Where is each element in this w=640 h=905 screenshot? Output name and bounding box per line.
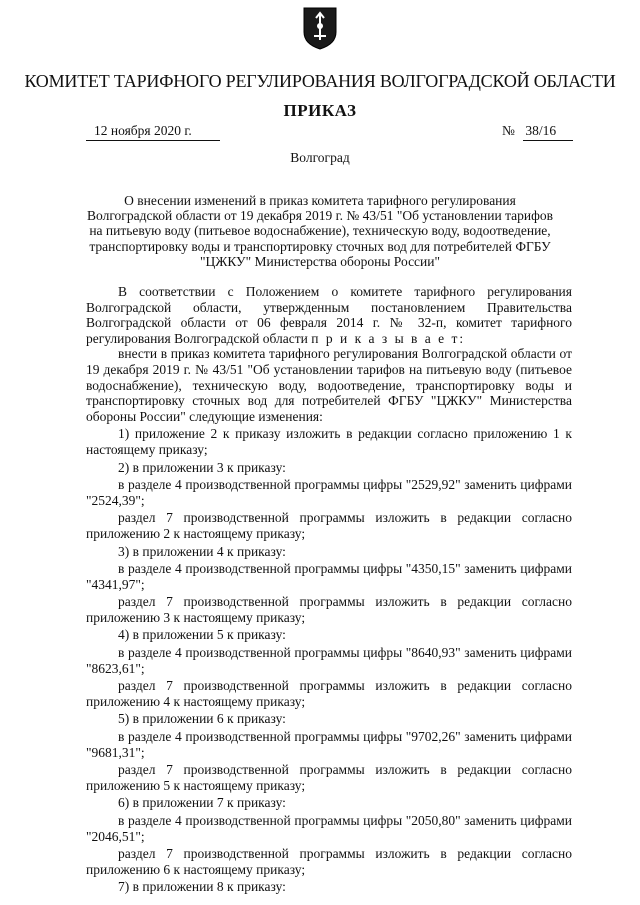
- list-item: раздел 7 производственной программы изложить в редакции согласно приложению 4 к настоящему приказу;: [86, 678, 572, 709]
- number-sign: №: [502, 123, 515, 138]
- list-item: 1) приложение 2 к приказу изложить в редакции согласно приложению 1 к настоящему приказу;: [86, 426, 572, 457]
- list-item: в разделе 4 производственной программы цифры "2050,80" заменить цифрами "2046,51";: [86, 813, 572, 844]
- preamble-text: В соответствии с Положением о комитете тарифного регулирования Волгоградской области, утвержденным постановлением Правительства Волгоградской области от 06 февраля 2014 г. № 32-п, комитет тарифного регулирования Волгоградской области: [86, 284, 572, 346]
- list-item: раздел 7 производственной программы изложить в редакции согласно приложению 3 к настоящему приказу;: [86, 594, 572, 625]
- order-body: [86, 284, 572, 895]
- list-item: 4) в приложении 5 к приказу:: [118, 627, 286, 643]
- coat-of-arms-emblem: [302, 6, 338, 50]
- list-item: 2) в приложении 3 к приказу:: [118, 459, 286, 475]
- city-name: Волгоград: [290, 150, 350, 165]
- list-item: раздел 7 производственной программы изложить в редакции согласно приложению 2 к настоящему приказу;: [86, 510, 572, 541]
- list-item: в разделе 4 производственной программы цифры "4350,15" заменить цифрами "4341,97";: [86, 561, 572, 592]
- order-number-block: [502, 122, 573, 141]
- organization-name: КОМИТЕТ ТАРИФНОГО РЕГУЛИРОВАНИЯ ВОЛГОГРАДСКОЙ ОБЛАСТИ: [24, 71, 616, 91]
- list-item: 6) в приложении 7 к приказу:: [118, 795, 286, 811]
- intro-paragraph: внести в приказ комитета тарифного регулирования Волгоградской области от 19 декабря 2019 г. № 43/51 "Об установлении тарифов на питьевую воду (питьевое водоснабжение), техническую воду, водоотведение, транспортировку воды и транспортировку сточных вод для потребителей ФГБУ "ЦЖКУ" Министерства обороны России" следующие изменения:: [86, 346, 572, 424]
- decree-word: п р и к а з ы в а е т:: [311, 330, 466, 346]
- list-item: 7) в приложении 8 к приказу:: [118, 879, 286, 895]
- preamble-paragraph: [86, 284, 572, 346]
- list-item: в разделе 4 производственной программы цифры "9702,26" заменить цифрами "9681,31";: [86, 729, 572, 760]
- list-item: раздел 7 производственной программы изложить в редакции согласно приложению 5 к настоящему приказу;: [86, 762, 572, 793]
- order-subject: О внесении изменений в приказ комитета тарифного регулирования Волгоградской области от 19 декабря 2019 г. № 43/51 "Об установлении тарифов на питьевую воду (питьевое водоснабжение), техническую воду, водоотведение, транспортировку воды и транспортировку сточных вод для потребителей ФГБУ "ЦЖКУ" Министерства обороны России": [87, 193, 553, 269]
- list-item: в разделе 4 производственной программы цифры "8640,93" заменить цифрами "8623,61";: [86, 645, 572, 676]
- list-item: 5) в приложении 6 к приказу:: [118, 711, 286, 727]
- order-number: 38/16: [523, 122, 573, 141]
- document-type-title: ПРИКАЗ: [283, 101, 357, 120]
- list-item: в разделе 4 производственной программы цифры "2529,92" заменить цифрами "2524,39";: [86, 477, 572, 508]
- order-date: 12 ноября 2020 г.: [86, 122, 220, 141]
- list-item: раздел 7 производственной программы изложить в редакции согласно приложению 6 к настоящему приказу;: [86, 846, 572, 877]
- list-item: 3) в приложении 4 к приказу:: [118, 543, 286, 559]
